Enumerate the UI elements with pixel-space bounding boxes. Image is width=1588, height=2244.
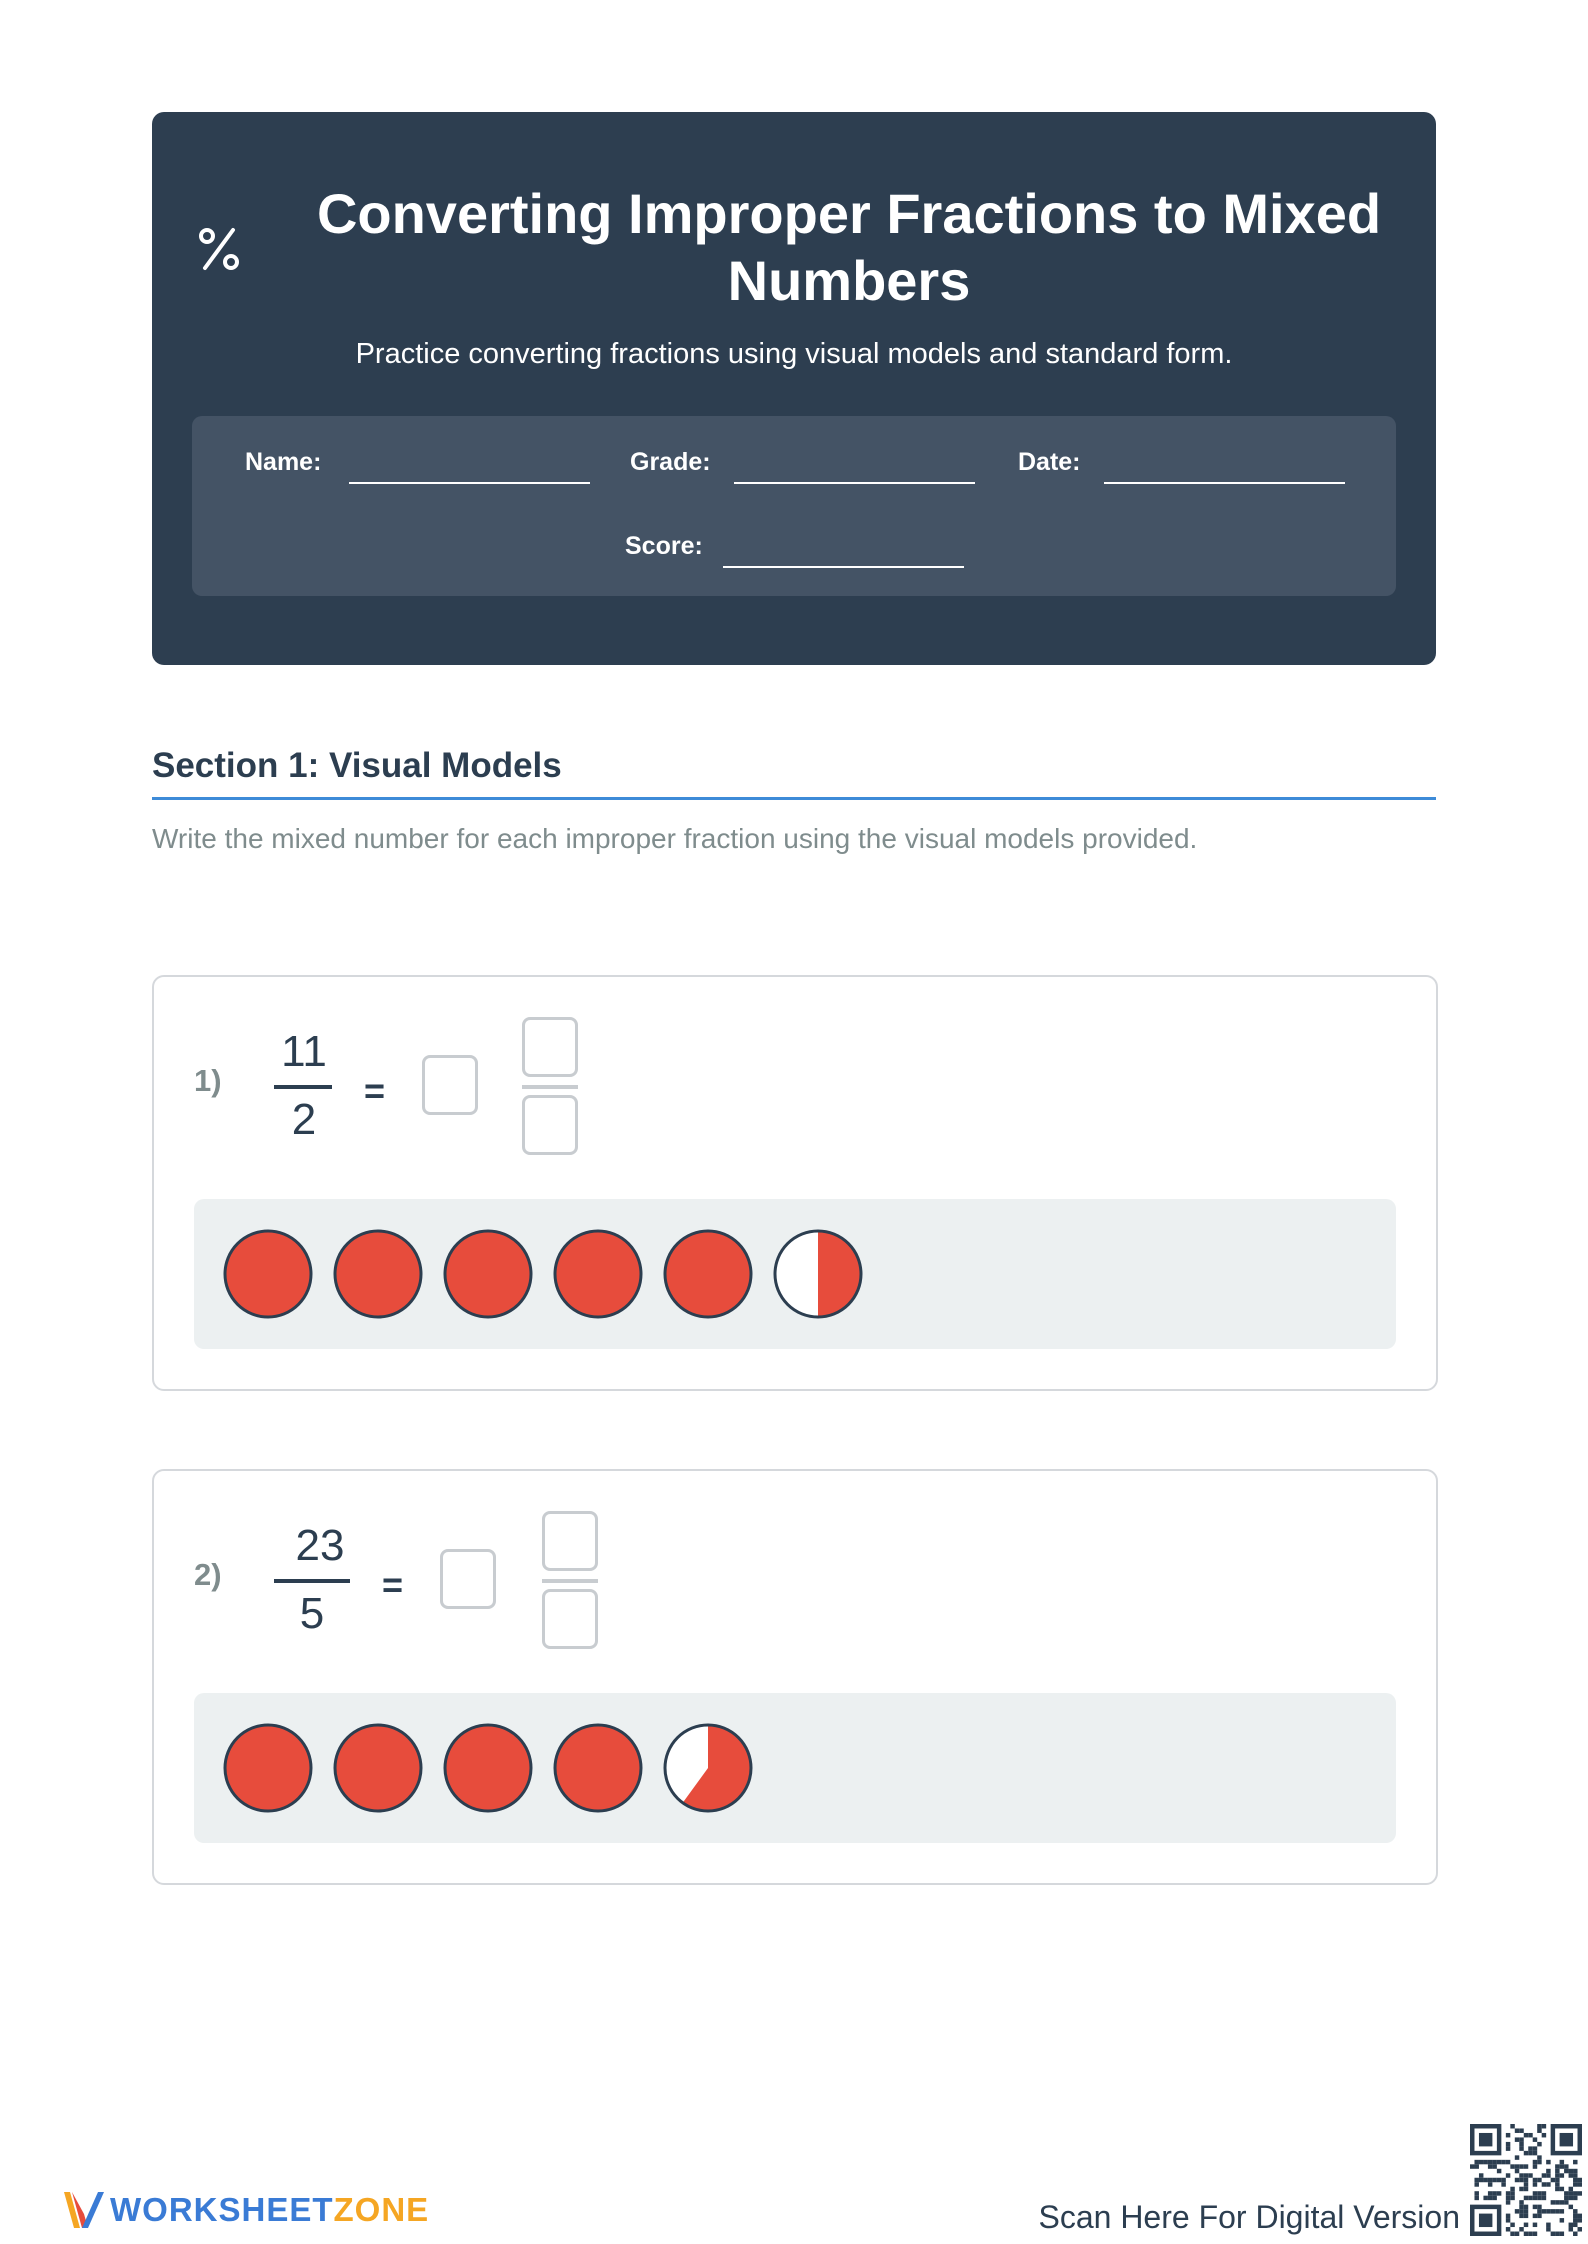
equals-sign: =: [382, 1564, 404, 1605]
answer-fraction-bar: [542, 1579, 598, 1583]
brand-name: [110, 2190, 429, 2230]
section-title: Section 1: Visual Models: [152, 746, 562, 785]
visual-model-area: [194, 1199, 1396, 1349]
fraction-bar: [274, 1579, 350, 1583]
whole-number-answer-box[interactable]: [440, 1549, 496, 1609]
numerator-answer-box[interactable]: [542, 1511, 598, 1571]
student-info-box: [192, 416, 1396, 596]
worksheet-header: [152, 112, 1436, 665]
filled-sector: [818, 1231, 861, 1317]
problem-number: 2): [194, 1557, 222, 1592]
fraction-bar: [274, 1085, 332, 1089]
qr-code-icon[interactable]: [1470, 2124, 1582, 2236]
grade-field[interactable]: [630, 444, 975, 484]
fraction-denominator: 2: [291, 1095, 317, 1144]
score-line[interactable]: [723, 566, 964, 568]
model-circle: [225, 1231, 311, 1317]
worksheetzone-logo: [60, 2184, 430, 2236]
model-circle: [665, 1725, 751, 1811]
name-label: Name:: [245, 448, 322, 476]
circle-model: [194, 1693, 1396, 1843]
section-divider: [152, 797, 1436, 800]
model-circle: [335, 1231, 421, 1317]
page-subtitle: Practice converting fractions using visual models and standard form.: [355, 338, 1233, 370]
model-circle: [775, 1231, 861, 1317]
problem-card-1: [152, 975, 1438, 1391]
model-circle: [665, 1231, 751, 1317]
date-line[interactable]: [1104, 482, 1345, 484]
visual-model-area: [194, 1693, 1396, 1843]
denominator-answer-box[interactable]: [522, 1095, 578, 1155]
grade-line[interactable]: [734, 482, 975, 484]
fraction-numerator: 11: [281, 1027, 327, 1076]
whole-number-answer-box[interactable]: [422, 1055, 478, 1115]
circle-model: [194, 1199, 1396, 1349]
model-circle: [445, 1725, 531, 1811]
model-circle: [555, 1725, 641, 1811]
brand-part-1: WORKSHEET: [110, 2191, 334, 2228]
model-circle: [225, 1725, 311, 1811]
model-circle: [445, 1231, 531, 1317]
score-field[interactable]: [625, 528, 970, 568]
denominator-answer-box[interactable]: [542, 1589, 598, 1649]
model-circle: [335, 1725, 421, 1811]
problem-card-2: [152, 1469, 1438, 1885]
model-circle: [555, 1231, 641, 1317]
equals-sign: =: [364, 1070, 386, 1111]
score-label: Score:: [625, 532, 703, 560]
answer-fraction-bar: [522, 1085, 578, 1089]
brand-part-2: ZONE: [333, 2191, 430, 2228]
numerator-answer-box[interactable]: [522, 1017, 578, 1077]
logo-mark-icon: [60, 2184, 108, 2236]
date-field[interactable]: [1018, 444, 1363, 484]
fraction-denominator: 5: [299, 1589, 325, 1638]
grade-label: Grade:: [630, 448, 711, 476]
name-line[interactable]: [349, 482, 590, 484]
section-instructions: Write the mixed number for each improper fraction using the visual models provided.: [152, 823, 1198, 854]
date-label: Date:: [1018, 448, 1081, 476]
percent-icon: [197, 224, 241, 272]
problem-number: 1): [194, 1063, 222, 1098]
page-title: Converting Improper Fractions to Mixed Numbers: [316, 182, 1382, 312]
scan-caption: Scan Here For Digital Version: [1038, 2199, 1460, 2235]
name-field[interactable]: [245, 444, 590, 484]
fraction-numerator: 23: [295, 1521, 345, 1570]
